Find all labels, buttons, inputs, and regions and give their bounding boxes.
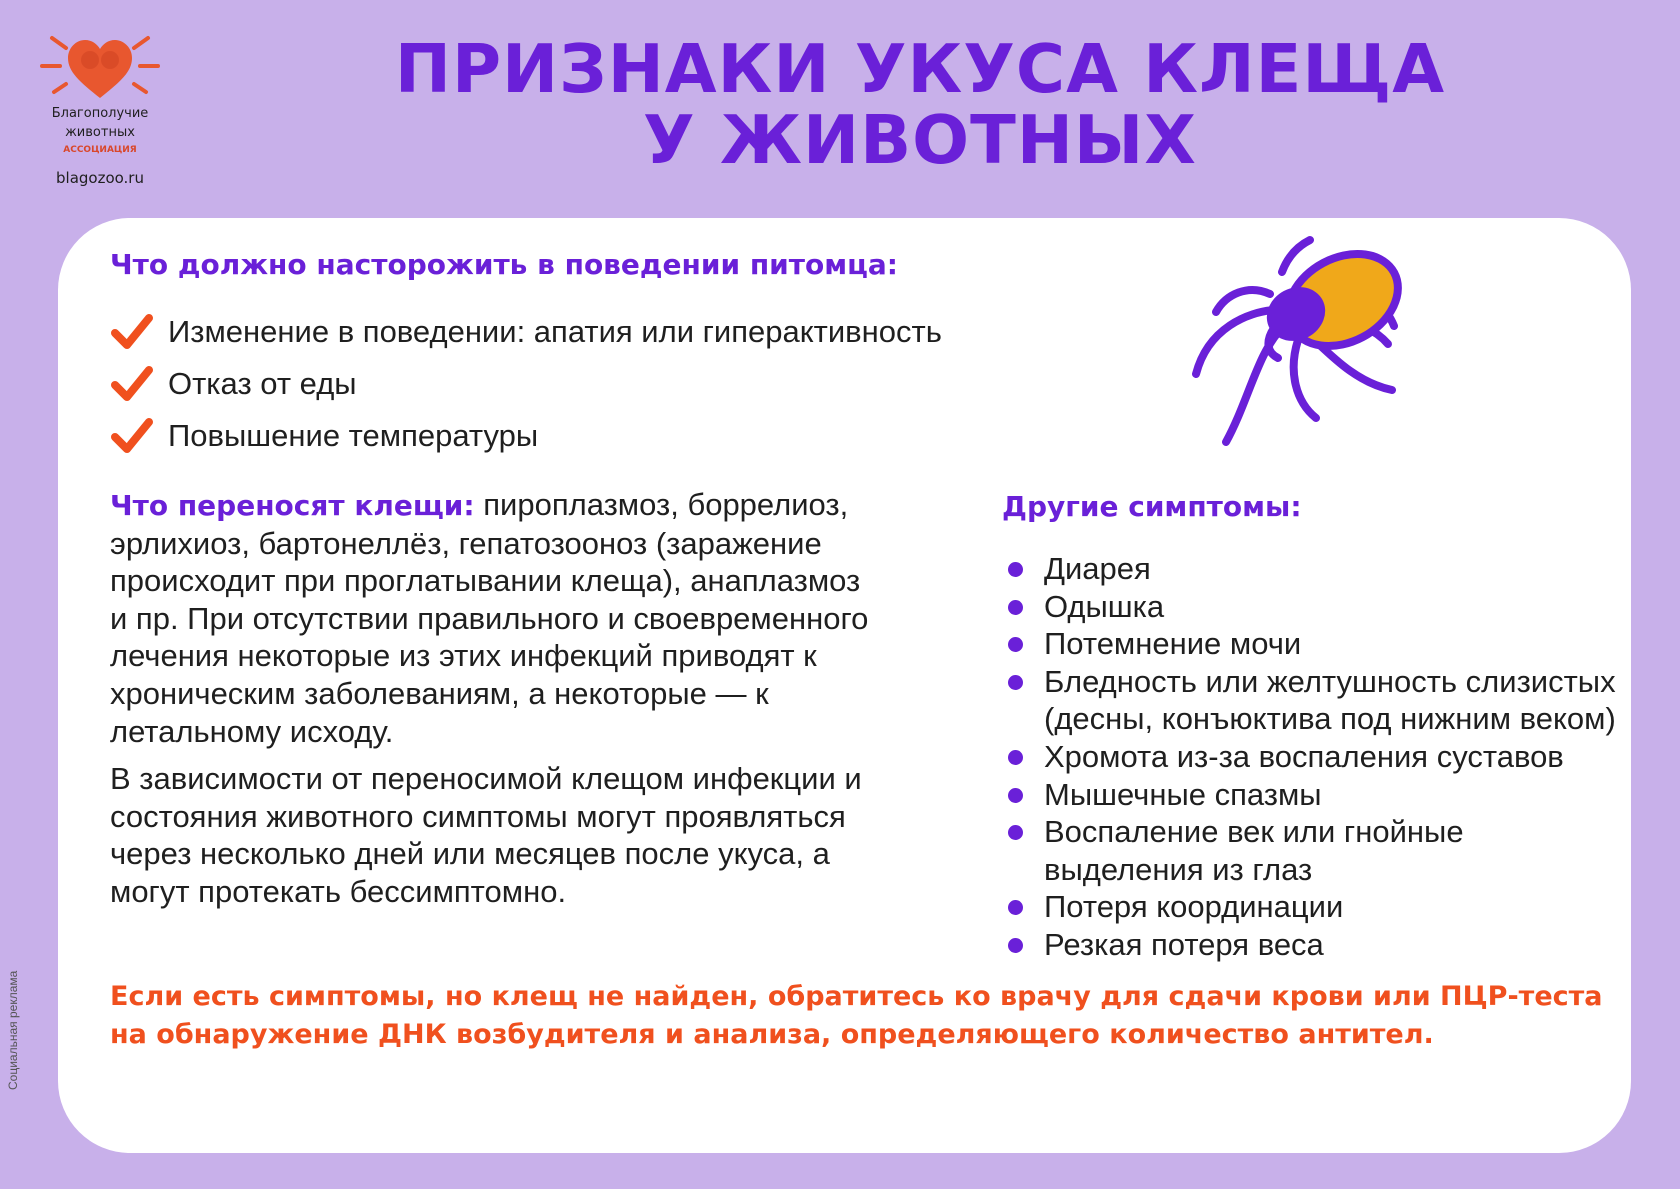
- carry-section: [110, 486, 870, 921]
- other-symptoms-heading: Другие симптомы:: [1002, 490, 1302, 523]
- logo-subtitle: АССОЦИАЦИЯ: [63, 145, 137, 155]
- symptom-item: [1002, 888, 1622, 926]
- symptom-label: Хромота из-за воспаления суставов: [1044, 738, 1564, 774]
- checkmark-icon: [110, 312, 154, 352]
- tick-icon: [1178, 232, 1418, 462]
- symptom-item: [1002, 663, 1622, 738]
- symptom-item: [1002, 588, 1622, 626]
- behavior-item-label: Повышение температуры: [168, 418, 539, 453]
- logo: [30, 30, 170, 187]
- carry-paragraph-2: В зависимости от переносимой клещом инфекции и состояния животного симптомы могут проявляться через несколько дней или месяцев после укуса, а могут протекать бессимптомно.: [110, 761, 862, 909]
- behavior-item: [110, 410, 942, 462]
- bullet-dot-icon: [1008, 637, 1023, 652]
- logo-name-line2: животных: [65, 125, 135, 140]
- carry-heading: Что переносят клещи:: [110, 489, 475, 522]
- symptom-label: Бледность или желтушность слизистых (десны, конъюктива под нижним веком): [1044, 663, 1616, 737]
- content-card: [58, 218, 1631, 1153]
- side-note: Социальная реклама: [6, 970, 20, 1090]
- warning-note: Если есть симптомы, но клещ не найден, обратитесь ко врачу для сдачи крови или ПЦР-теста на обнаружение ДНК возбудителя и анализа, определяющего количество антител.: [110, 981, 1603, 1050]
- other-symptoms-list: [1002, 550, 1622, 964]
- symptom-label: Резкая потеря веса: [1044, 926, 1324, 962]
- title-line1: ПРИЗНАКИ УКУСА КЛЕЩА: [394, 30, 1446, 108]
- logo-name-line1: Благополучие: [51, 106, 149, 121]
- title-line2: У ЖИВОТНЫХ: [643, 101, 1197, 179]
- bullet-dot-icon: [1008, 562, 1023, 577]
- symptom-item: [1002, 550, 1622, 588]
- logo-url: blagozoo.ru: [56, 169, 144, 187]
- checkmark-icon: [110, 416, 154, 456]
- behavior-item: [110, 306, 942, 358]
- carry-text: пироплазмоз, боррелиоз, эрлихиоз, бартонеллёз, гепатозооноз (заражение происходит при проглатывании клеща), анаплазмоз и пр. При отсутствии правильного и своевременного лечения некоторые из этих инфекций приводят к хроническим заболеваниям, а некоторые — к летальному исходу.: [110, 487, 869, 749]
- symptom-label: Воспаление век или гнойные выделения из глаз: [1044, 814, 1464, 887]
- symptom-item: [1002, 738, 1622, 776]
- heart-with-rays-icon: [40, 30, 160, 102]
- checkmark-icon: [110, 364, 154, 404]
- behavior-list: [110, 306, 942, 462]
- bullet-dot-icon: [1008, 675, 1023, 690]
- symptom-item: [1002, 776, 1622, 814]
- symptom-item: [1002, 813, 1622, 888]
- behavior-item-label: Отказ от еды: [168, 366, 357, 401]
- bullet-dot-icon: [1008, 900, 1023, 915]
- behavior-item: [110, 358, 942, 410]
- bullet-dot-icon: [1008, 788, 1023, 803]
- symptom-item: [1002, 926, 1622, 964]
- behavior-heading: Что должно насторожить в поведении питомца:: [110, 248, 898, 281]
- bullet-dot-icon: [1008, 825, 1023, 840]
- symptom-label: Мышечные спазмы: [1044, 776, 1322, 812]
- bullet-dot-icon: [1008, 750, 1023, 765]
- carry-paragraph: [110, 486, 870, 750]
- symptom-item: [1002, 625, 1622, 663]
- symptom-label: Одышка: [1044, 588, 1165, 624]
- bullet-dot-icon: [1008, 600, 1023, 615]
- page-title: [360, 30, 1480, 179]
- bullet-dot-icon: [1008, 938, 1023, 953]
- behavior-item-label: Изменение в поведении: апатия или гиперактивность: [168, 314, 942, 349]
- symptom-label: Диарея: [1044, 551, 1151, 586]
- symptom-label: Потемнение мочи: [1044, 626, 1302, 662]
- symptom-label: Потеря координации: [1044, 889, 1344, 925]
